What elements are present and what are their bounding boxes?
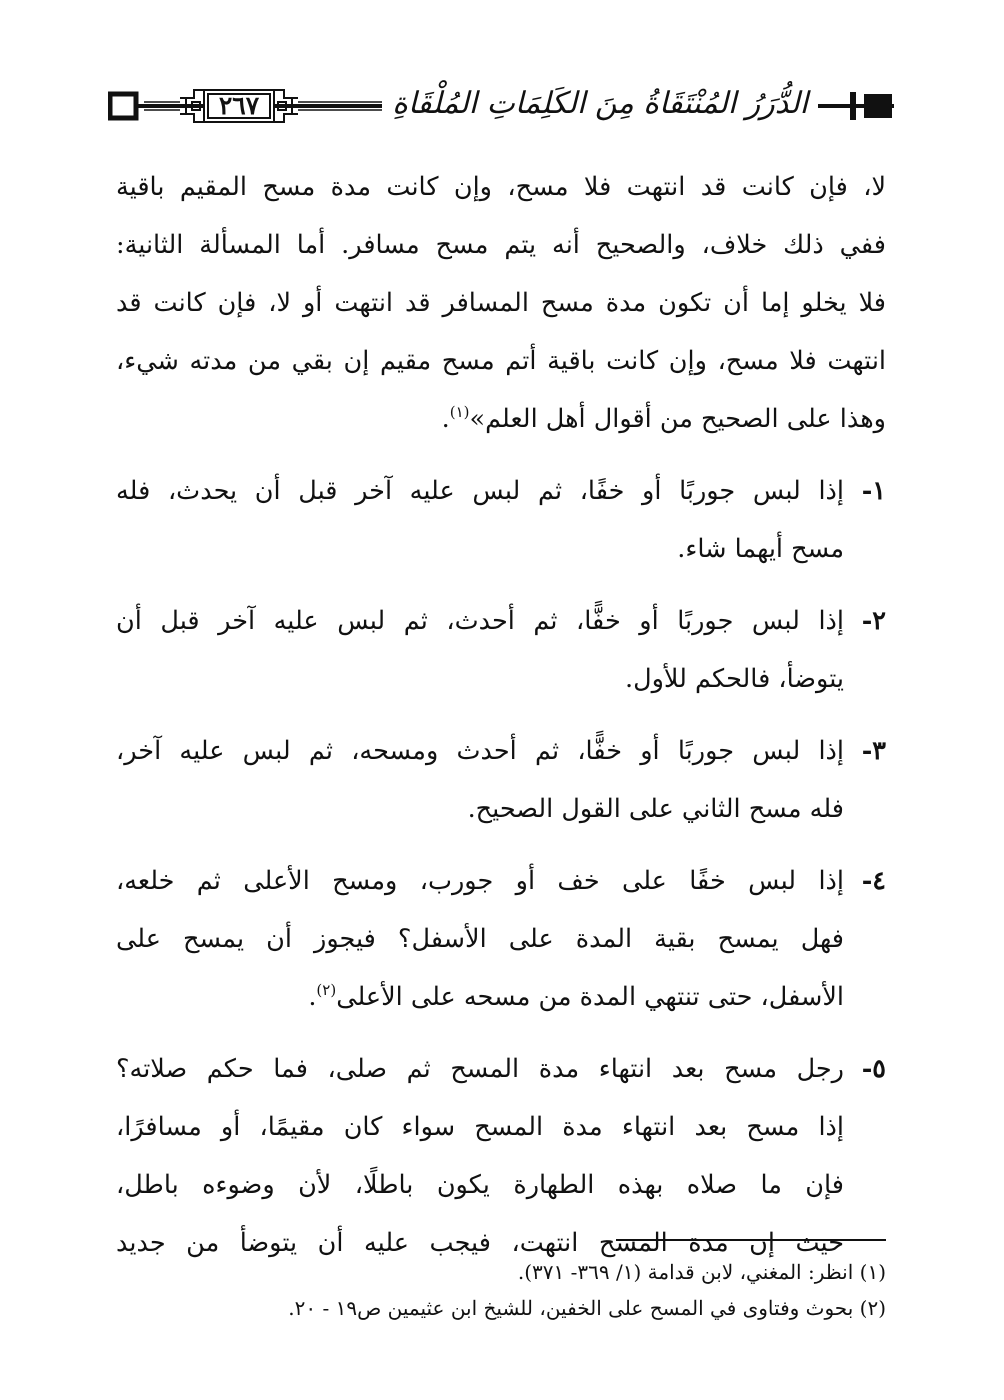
list-item-number: ٣- [861, 736, 886, 766]
text-line: لا، فإن كانت قد انتهت فلا مسح، وإن كانت مدة مسح المقيم باقية [116, 172, 886, 202]
footnote-ref: (٢) [316, 981, 337, 999]
text-line: فإن ما صلاه بهذه الطهارة يكون باطلًا، لأن وضوءه باطل، [116, 1170, 844, 1200]
text-line: إذا مسح بعد انتهاء مدة المسح سواء كان مقيمًا، أو مسافرًا، [116, 1112, 844, 1142]
text-line: يتوضأ، فالحكم للأول. [624, 664, 844, 694]
text-line: حيث إن مدة المسح انتهت، فيجب عليه أن يتوضأ من جديد [116, 1228, 844, 1258]
text-line-body: وهذا على الصحيح من أقوال أهل العلم» [469, 404, 886, 434]
text-line: إذا لبس جوربًا أو خفًا، ثم لبس عليه آخر قبل أن يحدث، فله [116, 476, 844, 506]
footnote: (١) انظر: المغني، لابن قدامة (١/ ٣٦٩- ٣٧١). [517, 1260, 886, 1284]
main-text [116, 158, 886, 1272]
list-item [116, 462, 886, 578]
text-line: فهل يمسح بقية المدة على الأسفل؟ فيجوز أن يمسح على [116, 924, 844, 954]
footnotes [116, 1254, 886, 1326]
text-line [116, 390, 886, 448]
text-line: رجل مسح بعد انتهاء مدة المسح ثم صلى، فما حكم صلاته؟ [116, 1054, 844, 1084]
left-square-icon [110, 94, 136, 118]
text-line: انتهت فلا مسح، وإن كانت باقية أتم مسح مقيم إن بقي من مدته شيء، [116, 346, 886, 376]
intro-paragraph [116, 158, 886, 448]
footnote-divider [616, 1239, 886, 1241]
list-item [116, 852, 886, 1026]
right-square-icon [864, 94, 892, 118]
page-header [108, 78, 894, 134]
list-item-number: ٤- [861, 866, 886, 896]
page-number: ٢٦٧ [218, 91, 260, 120]
list-item [116, 1040, 886, 1272]
list-item [116, 722, 886, 838]
list-item-number: ١- [861, 476, 886, 506]
text-line: فله مسح الثاني على القول الصحيح. [467, 794, 844, 824]
book-title: الدُّرَرُ المُنْتَقَاةُ مِنَ الكَلِمَاتِ المُلْقَاةِ [382, 82, 818, 126]
list-item-number: ٢- [861, 606, 886, 636]
list-item-number: ٥- [861, 1054, 886, 1084]
text-line-body: الأسفل، حتى تنتهي المدة من مسحه على الأعلى [336, 982, 844, 1012]
footnote: (٢) بحوث وفتاوى في المسح على الخفين، للشيخ ابن عثيمين ص١٩ - ٢٠. [288, 1296, 886, 1320]
text-line: إذا لبس خفًا على خف أو جورب، ومسح الأعلى ثم خلعه، [116, 866, 844, 896]
text-line: مسح أيهما شاء. [677, 534, 844, 564]
text-line: ففي ذلك خلاف، والصحيح أنه يتم مسح مسافر. أما المسألة الثانية: [116, 230, 886, 260]
line-end: . [308, 982, 317, 1012]
text-line: إذا لبس جوربًا أو خفًّا، ثم أحدث ومسحه، ثم لبس عليه آخر، [116, 736, 844, 766]
text-line: إذا لبس جوربًا أو خفًّا، ثم أحدث، ثم لبس عليه آخر قبل أن [116, 606, 844, 636]
list-item [116, 592, 886, 708]
footnote-ref: (١) [449, 403, 470, 421]
text-line: فلا يخلو إما أن تكون مدة مسح المسافر قد انتهت أو لا، فإن كانت قد [116, 288, 886, 318]
text-line [116, 968, 844, 1026]
line-end: . [441, 404, 450, 434]
